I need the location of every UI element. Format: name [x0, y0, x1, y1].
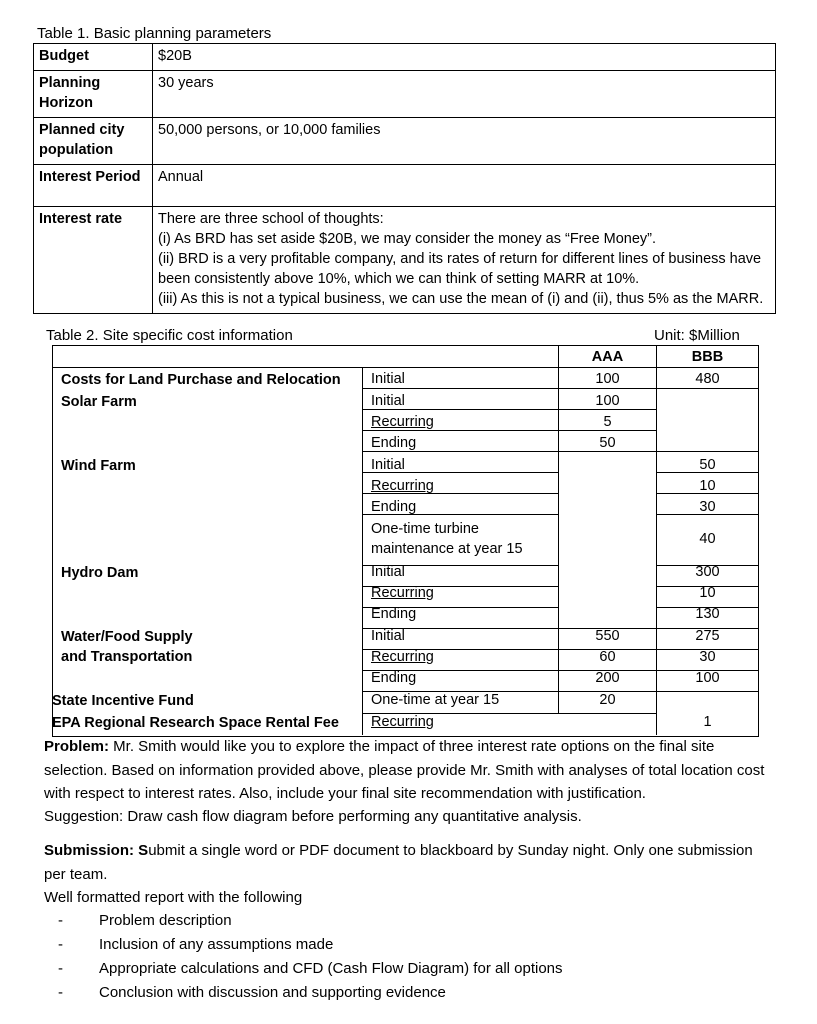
param-key: Planned city population — [34, 118, 153, 165]
param-value: 30 years — [153, 71, 776, 118]
cost-type: Initial — [371, 393, 405, 409]
planning-parameters-table — [33, 43, 776, 314]
interest-line: (iii) As this is not a typical business, we can use the mean of (i) and (ii), thus 5% as the MARR. — [158, 291, 764, 307]
group-state: State Incentive Fund — [52, 693, 194, 709]
aaa-value: 5 — [603, 414, 612, 430]
param-value — [153, 207, 776, 314]
bbb-value: 40 — [699, 531, 716, 547]
list-item-text: Conclusion with discussion and supporting evidence — [99, 984, 446, 1001]
site-cost-table — [52, 345, 759, 737]
cost-type: Ending — [371, 435, 417, 451]
group-wind: Wind Farm — [61, 458, 136, 474]
group-water-2: and Transportation — [61, 649, 193, 665]
group-solar: Solar Farm — [61, 394, 137, 410]
cost-type: Recurring — [371, 649, 434, 665]
problem-paragraph — [44, 735, 774, 806]
aaa-value: 50 — [599, 435, 616, 451]
list-item — [44, 957, 563, 981]
cost-type: Initial — [371, 371, 405, 387]
cost-type: Initial — [371, 564, 405, 580]
aaa-value: 200 — [595, 670, 620, 686]
table-row — [34, 71, 776, 118]
suggestion-text: Suggestion: Draw cash flow diagram before performing any quantitative analysis. — [44, 808, 582, 825]
bullet-dash: - — [58, 912, 63, 929]
param-key: Budget — [34, 44, 153, 71]
list-item-text: Problem description — [99, 912, 232, 929]
bbb-value: 30 — [699, 649, 716, 665]
bbb-value: 480 — [695, 371, 720, 387]
bbb-value: 10 — [699, 478, 716, 494]
table-row — [34, 165, 776, 207]
bbb-value: 275 — [695, 628, 720, 644]
cost-type: Recurring — [371, 714, 434, 730]
submission-paragraph — [44, 839, 774, 886]
cost-type: Ending — [371, 499, 417, 515]
cost-type: Initial — [371, 628, 405, 644]
col-header-bbb: BBB — [691, 349, 724, 365]
group-hydro: Hydro Dam — [61, 565, 139, 581]
bullet-dash: - — [58, 936, 63, 953]
bbb-value: 10 — [699, 585, 716, 601]
table-row — [34, 44, 776, 71]
report-requirements-list — [44, 909, 563, 1005]
bullet-dash: - — [58, 984, 63, 1001]
list-item — [44, 933, 563, 957]
aaa-value: 100 — [595, 371, 620, 387]
param-key: Planning Horizon — [34, 71, 153, 118]
param-value: $20B — [153, 44, 776, 71]
cost-type: One-time turbine maintenance at year 15 — [371, 521, 523, 557]
param-value: Annual — [153, 165, 776, 207]
list-item — [44, 981, 563, 1005]
cost-type: Recurring — [371, 414, 434, 430]
unit-label: Unit: $Million — [654, 327, 740, 344]
table-row — [34, 118, 776, 165]
group-water: Water/Food Supply — [61, 629, 193, 645]
submission-text: ubmit a single word or PDF document to blackboard by Sunday night. Only one submission per team. — [44, 842, 753, 883]
cost-type: One-time at year 15 — [371, 692, 500, 708]
table1-caption: Table 1. Basic planning parameters — [37, 25, 272, 42]
aaa-value: 60 — [599, 649, 616, 665]
problem-text: Mr. Smith would like you to explore the impact of three interest rate options on the final site selection. Based on information provided above, please provide Mr. Smith with analyses of total location cost with respect to interest rates. Also, include your final site recommendation with justification. — [44, 738, 765, 802]
interest-line: (i) As BRD has set aside $20B, we may consider the money as “Free Money”. — [158, 231, 657, 247]
col-header-aaa: AAA — [591, 349, 624, 365]
aaa-value: 100 — [595, 393, 620, 409]
interest-line: (ii) BRD is a very profitable company, and its rates of return for different lines of business have been consistently above 10%, which we can think of setting MARR at 10%. — [158, 251, 762, 287]
cost-type: Recurring — [371, 585, 434, 601]
bullet-dash: - — [58, 960, 63, 977]
cost-type: Ending — [371, 670, 417, 686]
table2-caption: Table 2. Site specific cost information — [46, 327, 293, 344]
list-item-text: Appropriate calculations and CFD (Cash Flow Diagram) for all options — [99, 960, 563, 977]
cost-type: Recurring — [371, 478, 434, 494]
submission-label: Submission: S — [44, 842, 149, 859]
bbb-value: 50 — [699, 457, 716, 473]
list-item-text: Inclusion of any assumptions made — [99, 936, 334, 953]
aaa-value: 550 — [595, 628, 620, 644]
report-intro: Well formatted report with the following — [44, 889, 303, 906]
bbb-value: 30 — [699, 499, 716, 515]
list-item — [44, 909, 563, 933]
table-row — [34, 207, 776, 314]
bbb-value: 100 — [695, 670, 720, 686]
bbb-value: 130 — [695, 606, 720, 622]
problem-label: Problem: — [44, 738, 110, 755]
param-value: 50,000 persons, or 10,000 families — [153, 118, 776, 165]
bbb-value: 300 — [695, 564, 720, 580]
param-key: Interest Period — [34, 165, 153, 207]
group-epa: EPA Regional Research Space Rental Fee — [52, 715, 339, 731]
cost-type: Initial — [371, 457, 405, 473]
cost-type: Ending — [371, 606, 417, 622]
aaa-value: 20 — [599, 692, 616, 708]
group-land: Costs for Land Purchase and Relocation — [61, 372, 341, 388]
bbb-value: 1 — [703, 714, 712, 730]
interest-line: There are three school of thoughts: — [158, 211, 384, 227]
param-key: Interest rate — [34, 207, 153, 314]
